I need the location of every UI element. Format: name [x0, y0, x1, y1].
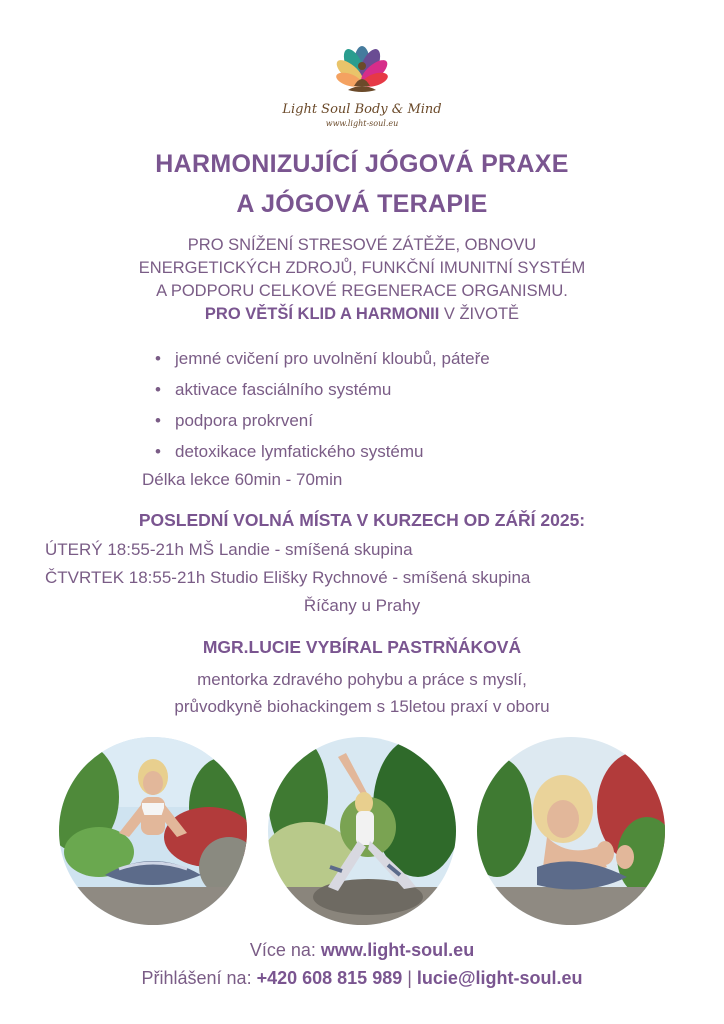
list-item: • podpora prokrvení	[155, 405, 490, 436]
intro-text	[0, 234, 724, 326]
course-location: Říčany u Prahy	[303, 596, 421, 615]
list-item: • aktivace fasciálního systému	[155, 374, 490, 405]
author-desc-line-1: mentorka zdravého pohybu a práce s myslí,	[197, 670, 527, 689]
phone-link[interactable]: +420 608 815 989	[256, 968, 403, 988]
logo	[0, 44, 724, 128]
page-title-line-2: A JÓGOVÁ TERAPIE	[236, 190, 488, 218]
intro-line-4	[0, 303, 724, 326]
intro-line-4-rest: V ŽIVOTĚ	[439, 305, 520, 323]
footer-website-line	[0, 940, 724, 961]
logo-brand-text: Light Soul Body & Mind	[282, 102, 442, 117]
intro-line-3: A PODPORU CELKOVÉ REGENERACE ORGANISMU.	[156, 282, 568, 300]
yoga-photo-meditation	[59, 737, 247, 925]
yoga-photo-warrior	[268, 737, 456, 925]
signup-label: Přihlášení na:	[141, 968, 257, 988]
website-label: Více na:	[249, 940, 321, 960]
course-tuesday: ÚTERÝ 18:55-21h MŠ Landie - smíšená skupina	[45, 540, 413, 559]
list-item: • detoxikace lymfatického systému	[155, 436, 490, 467]
yoga-photo-forward-fold	[477, 737, 665, 925]
author-name: MGR.LUCIE VYBÍRAL PASTRŇÁKOVÁ	[202, 637, 522, 657]
email-link[interactable]: lucie@light-soul.eu	[416, 968, 583, 988]
lotus-meditation-icon	[322, 44, 402, 100]
intro-highlight: PRO VĚTŠÍ KLID A HARMONII	[204, 305, 440, 323]
website-link[interactable]: www.light-soul.eu	[320, 940, 475, 960]
intro-line-2: ENERGETICKÝCH ZDROJŮ, FUNKČNÍ IMUNITNÍ SYSTÉM	[138, 259, 586, 277]
author-description	[0, 666, 724, 720]
author-desc-line-2: průvodkyně biohackingem s 15letou praxí v oboru	[174, 697, 550, 716]
benefits-list	[155, 343, 490, 467]
intro-line-1: PRO SNÍŽENÍ STRESOVÉ ZÁTĚŽE, OBNOVU	[187, 236, 537, 254]
logo-url-text: www.light-soul.eu	[325, 119, 399, 128]
courses-heading: POSLEDNÍ VOLNÁ MÍSTA V KURZECH OD ZÁŘÍ 2025:	[138, 510, 586, 530]
course-thursday: ČTVRTEK 18:55-21h Studio Elišky Rychnové - smíšená skupina	[45, 568, 531, 587]
list-item: • jemné cvičení pro uvolnění kloubů, páteře	[155, 343, 490, 374]
footer-contact-line	[0, 968, 724, 989]
lesson-duration: Délka lekce 60min - 70min	[142, 470, 343, 489]
contact-separator: |	[402, 968, 417, 988]
page-title-line-1: HARMONIZUJÍCÍ JÓGOVÁ PRAXE	[155, 150, 569, 178]
